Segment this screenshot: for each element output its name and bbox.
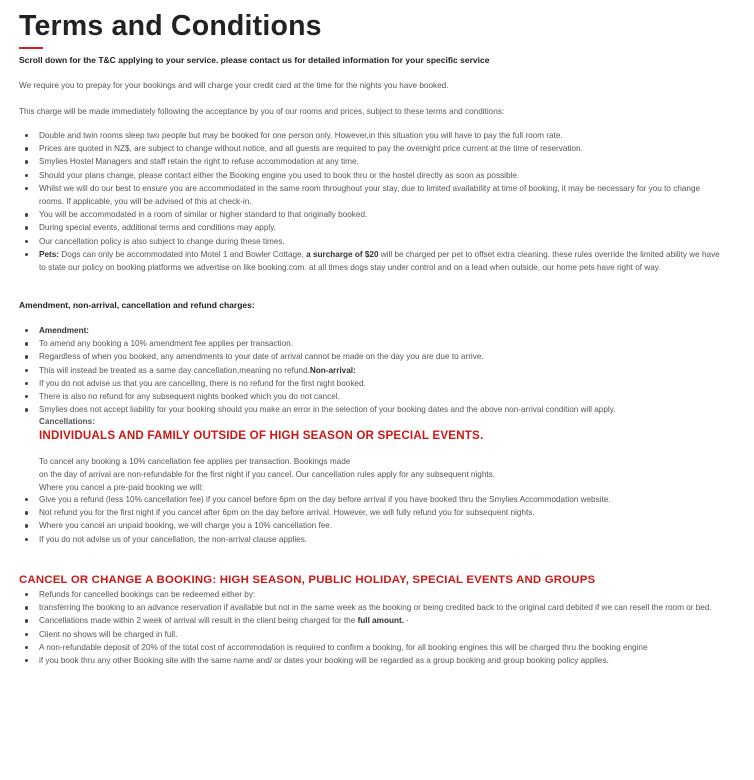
list-item: transferring the booking to an advance reservation if available but not in the same week as the booking or being credited back to the original card debited if we can resell the room or bed. [19,601,723,614]
list-item: Should your plans change, please contact either the Booking engine you used to book thru or the hostel directly as soon as possible. [19,169,723,182]
list-item: To amend any booking a 10% amendment fee applies per transaction. [19,337,723,350]
list-item: Whilst we will do our best to ensure you are accommodated in the same room throughout your stay, due to limited availability at time of booking, it may be necessary for you to change rooms. If applicable, you will be advised of this at check-in. [19,182,723,208]
list-item: Our cancellation policy is also subject to change during these times. [19,235,723,248]
intro-paragraph-2: This charge will be made immediately following the acceptance by you of our rooms and prices, subject to these terms and conditions: [19,107,505,116]
individuals-text-1: To cancel any booking a 10% cancellation fee applies per transaction. Bookings made [39,457,351,466]
pets-text-2: will be charged per pet to offset extra cleaning. these rules override the limited ability we have to state our policy on booking platforms we advertise on like booking.com. at all times dogs stay under control and on a lead when outside, our home pets have right of way. [39,249,720,273]
list-item: If you do not advise us that you are cancelling, there is no refund for the first night booked. [19,377,723,390]
page-subtitle: Scroll down for the T&C applying to your service. please contact us for detailed information for your specific service [19,55,490,65]
list-item [19,614,723,627]
list-item: Smylies does not accept liability for your booking should you make an error in the selection of your booking dates and the above non-arrival condition will apply. [19,403,723,416]
pets-label: Pets: [39,249,60,259]
list-item: Where you cancel an unpaid booking, we will charge you a 10% cancellation fee. [19,519,723,532]
intro-paragraph-1: We require you to prepay for your bookings and will charge your credit card at the time for the nights you have booked. [19,81,449,90]
terms-list [19,129,723,274]
list-item: Not refund you for the first night if you cancel after 6pm on the day before arrival. However, we will fully refund you for subsequent nights. [19,506,723,519]
full-amount-bold: full amount. [357,616,404,626]
individuals-heading: INDIVIDUALS AND FAMILY OUTSIDE OF HIGH SEASON OR SPECIAL EVENTS. [39,429,484,442]
pets-text-1: Dogs can only be accommodated into Motel 1 and Bowler Cottage, [59,249,307,259]
high-season-list [19,588,723,667]
list-item: There is also no refund for any subsequent nights booked which you do not cancel. [19,390,723,403]
list-item: if you book thru any other Booking site with the same name and/ or dates your booking will be regarded as a group booking and group booking policy applies. [19,654,723,667]
list-item [19,364,723,377]
list-item: You will be accommodated in a room of similar or higher standard to that originally booked. [19,208,723,221]
amendment-list [19,324,723,416]
list-item: Give you a refund (less 10% cancellation fee) if you cancel before 6pm on the day before arrival if you have booked thru the Smylies Accommodation website. [19,493,723,506]
list-item: Client no shows will be charged in full. [19,628,723,641]
list-item [19,324,723,337]
pets-item [19,248,723,274]
list-item: Regardless of when you booked, any amendments to your date of arrival cannot be made on the day you are due to arrive. [19,350,723,363]
list-item: Prices are quoted in NZ$, are subject to change without notice, and all guests are required to pay the overnight price current at the time of reservation. [19,142,723,155]
same-day-text: This will instead be treated as a same day cancellation,meaning no refund. [39,365,310,375]
individuals-text-3: Where you cancel a pre-paid booking we will: [39,483,204,492]
amendment-heading: Amendment, non-arrival, cancellation and refund charges: [19,300,255,310]
title-underline [19,47,43,49]
non-arrival-label: Non-arrival: [309,365,356,375]
individuals-list [19,493,723,546]
full-amount-tail: · [403,616,409,626]
list-item: A non-refundable deposit of 20% of the total cost of accommodation is required to confirm a booking, for all booking engines this will be charged thru the booking engine [19,641,723,654]
list-item: During special events, additional terms and conditions may apply. [19,221,723,234]
cancellations-label: Cancellations: [39,417,95,426]
page-title: Terms and Conditions [19,10,322,42]
list-item: Refunds for cancelled bookings can be redeemed either by: [19,588,723,601]
full-amount-text: Cancellations made within 2 week of arrival will result in the client being charged for the [39,616,358,626]
list-item: If you do not advise us of your cancellation, the non-arrival clause applies. [19,533,723,546]
list-item: Double and twin rooms sleep two people but may be booked for one person only. However,in this situation you will have to pay the full room rate. [19,129,723,142]
amendment-label: Amendment: [39,326,90,335]
list-item: Smylies Hostel Managers and staff retain the right to refuse accommodation at any time. [19,155,723,168]
individuals-text-2: on the day of arrival are non-refundable for the first night if you cancel. Our cancellation rules apply for any subsequent nights. [39,470,496,479]
high-season-heading: CANCEL OR CHANGE A BOOKING: HIGH SEASON, PUBLIC HOLIDAY, SPECIAL EVENTS AND GROUPS [19,574,596,586]
pets-surcharge: a surcharge of $20 [306,249,379,259]
